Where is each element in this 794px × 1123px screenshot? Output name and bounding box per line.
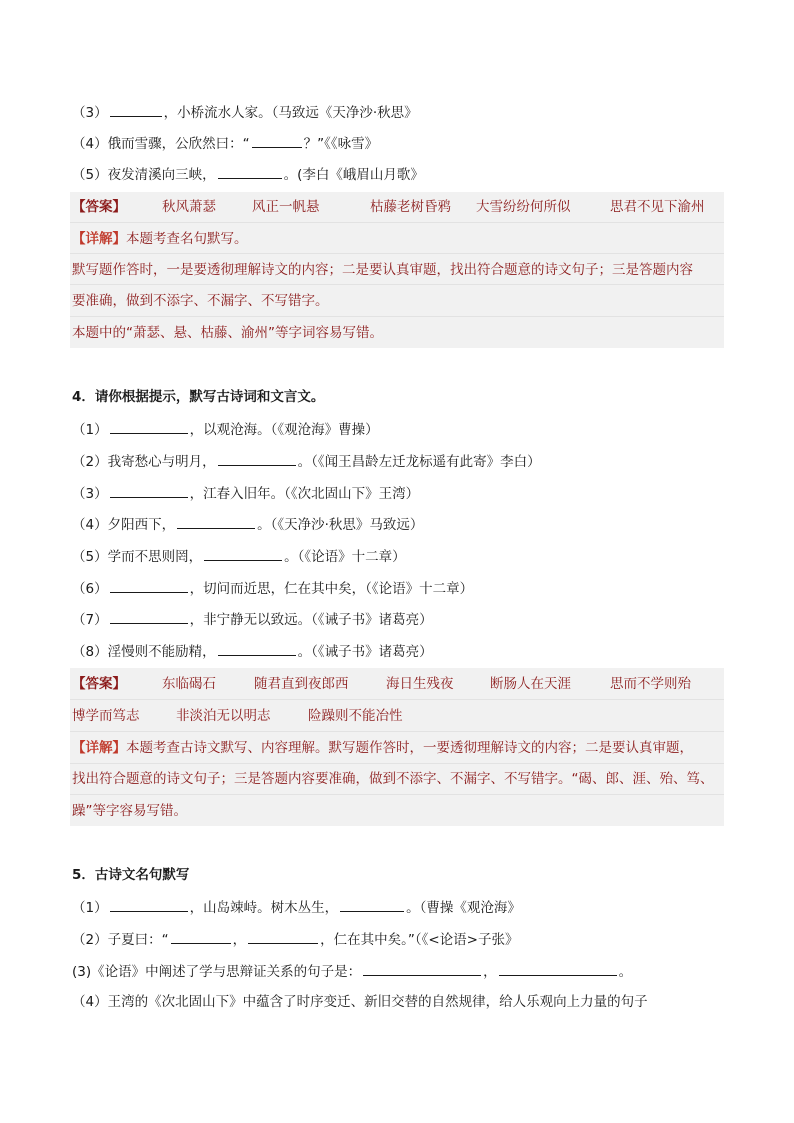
detail-tag: 【详解】 (72, 231, 126, 247)
question-number: （4） (72, 517, 108, 533)
question-5-2 (72, 929, 518, 950)
question-text: 。(李白《峨眉山月歌》 (283, 167, 424, 183)
question-text: ？”《《咏雪》 (303, 136, 379, 152)
question-text: ，仁在其中矣。”（《<论语>子张》 (320, 932, 519, 948)
question-number: （6） (72, 581, 108, 597)
question-text: ，山岛竦峙。树木丛生， (189, 900, 339, 916)
question-text: 。（《天净沙·秋思》马致远） (257, 517, 424, 533)
detail-line: 要准确，做到不添字、不漏字、不写错字。 (72, 293, 329, 309)
question-text: ，以观沧海。（《观沧海》曹操） (189, 422, 379, 438)
detail-line (72, 738, 693, 758)
answer-blank[interactable] (110, 897, 188, 912)
answer-item: 随君直到夜郎西 (254, 676, 349, 692)
answer-blank[interactable] (110, 578, 188, 593)
answer-item: 非淡泊无以明志 (176, 708, 271, 724)
question-text: 。（《论语》十二章） (284, 549, 406, 565)
answer-item: 枯藤老树昏鸦 (370, 199, 451, 215)
answer-tag: 【答案】 (72, 676, 126, 692)
question-4-5 (72, 546, 406, 567)
answer-item: 风正一帆悬 (252, 199, 320, 215)
detail-line (72, 229, 248, 249)
question-number: （5） (72, 549, 108, 565)
question-text: 王湾的《次北固山下》中蕴含了时序变迁、新旧交替的自然规律，给人乐观向上力量的句子 (107, 994, 648, 1010)
answer-item: 博学而笃志 (72, 708, 140, 724)
question-number: （1） (72, 422, 108, 438)
answer-blank[interactable] (204, 546, 282, 561)
question-number: （7） (72, 612, 108, 628)
question-number: （5） (72, 167, 108, 183)
answer-item: 险躁则不能冶性 (308, 708, 403, 724)
answer-blank[interactable] (110, 609, 188, 624)
question-text: ， (232, 932, 247, 948)
detail-text: 本题考查古诗文默写、内容理解。默写题作答时，一要透彻理解诗文的内容；二是要认真审题， (126, 740, 693, 756)
question-number: （3） (72, 486, 108, 502)
answer-item: 海日生残夜 (386, 676, 454, 692)
detail-line: 本题中的“萧瑟、悬、枯藤、渝州”等字词容易写错。 (72, 325, 383, 341)
answer-tag: 【答案】 (72, 199, 126, 215)
question-number: (3) (72, 964, 92, 980)
question-4-8 (72, 641, 433, 662)
question-text: 。（曹操《观沧海》 (406, 900, 521, 916)
question-text: 淫慢则不能励精， (107, 644, 216, 660)
answer-blank[interactable] (340, 897, 404, 912)
question-number: （8） (72, 644, 108, 660)
answer-item: 思而不学则殆 (610, 676, 691, 692)
answer-blank[interactable] (252, 133, 302, 148)
question-5-3 (72, 961, 632, 982)
answer-blank[interactable] (248, 929, 318, 944)
detail-line: 找出符合题意的诗文句子；三是答题内容要准确，做到不添字、不漏字、不写错字。“碣、郎、涯、殆、笃、 (72, 771, 714, 787)
question-text: 我寄愁心与明月， (107, 454, 216, 470)
question-4-2 (72, 451, 541, 472)
answer-item: 东临碣石 (162, 676, 216, 692)
question-4-7 (72, 609, 433, 630)
question-number: （1） (72, 900, 108, 916)
answer-blank[interactable] (363, 961, 481, 976)
question-number: （2） (72, 454, 108, 470)
answer-blank[interactable] (110, 419, 188, 434)
question-text: 学而不思则罔， (107, 549, 203, 565)
answer-row (72, 197, 722, 217)
answer-blank[interactable] (171, 929, 231, 944)
answer-item: 大雪纷纷何所似 (476, 199, 571, 215)
question-text: 。 (618, 964, 633, 980)
question-text: ， (483, 964, 497, 980)
question-title-5: 5．古诗文名句默写 (72, 867, 190, 883)
question-5-4 (72, 992, 648, 1012)
question-number: （4） (72, 994, 108, 1010)
answer-blank[interactable] (110, 483, 188, 498)
answer-blank[interactable] (218, 641, 296, 656)
question-text: 《论语》中阐述了学与思辩证关系的句子是： (91, 964, 362, 980)
question-text: ，非宁静无以致远。（《诫子书》诸葛亮） (189, 612, 433, 628)
question-text: 俄而雪骤，公欣然曰：“ (107, 136, 250, 152)
question-text: 夕阳西下， (107, 517, 176, 533)
question-5-1 (72, 897, 521, 918)
question-text: 夜发清溪向三峡， (107, 167, 216, 183)
answer-blank[interactable] (499, 961, 617, 976)
detail-tag: 【详解】 (72, 740, 126, 756)
question-text: 。（《诫子书》诸葛亮） (297, 644, 433, 660)
answer-item: 思君不见下渝州 (610, 199, 705, 215)
question-4-1 (72, 419, 379, 440)
answer-item: 断肠人在天涯 (490, 676, 571, 692)
question-text: ，江春入旧年。（《次北固山下》王湾） (189, 486, 420, 502)
question-number: （2） (72, 932, 108, 948)
question-4-6 (72, 578, 473, 599)
answer-row (72, 706, 722, 726)
question-text: ，小桥流水人家。（马致远《天净沙·秋思》 (163, 105, 418, 121)
question-number: （3） (72, 105, 108, 121)
detail-line: 躁”等字容易写错。 (72, 803, 187, 819)
question-title-4: 4．请你根据提示，默写古诗词和文言文。 (72, 389, 325, 405)
detail-text: 本题考查名句默写。 (126, 231, 248, 247)
question-number: （4） (72, 136, 108, 152)
question-text: 。（《闻王昌龄左迁龙标遥有此寄》李白） (297, 454, 541, 470)
question-3-4 (72, 133, 378, 154)
answer-item: 秋风萧瑟 (162, 199, 216, 215)
question-3-5 (72, 164, 424, 185)
question-text: 子夏曰：“ (107, 932, 169, 948)
question-4-4 (72, 514, 423, 535)
question-3-3 (72, 102, 418, 123)
question-text: ，切问而近思，仁在其中矣，（《论语》十二章） (189, 581, 474, 597)
answer-blank[interactable] (218, 451, 296, 466)
question-4-3 (72, 483, 419, 504)
answer-blank[interactable] (110, 102, 162, 117)
detail-line: 默写题作答时，一是要透彻理解诗文的内容；二是要认真审题，找出符合题意的诗文句子；三是答题内容 (72, 262, 693, 278)
answer-row (72, 674, 722, 694)
answer-blank[interactable] (177, 514, 255, 529)
answer-blank[interactable] (218, 164, 282, 179)
